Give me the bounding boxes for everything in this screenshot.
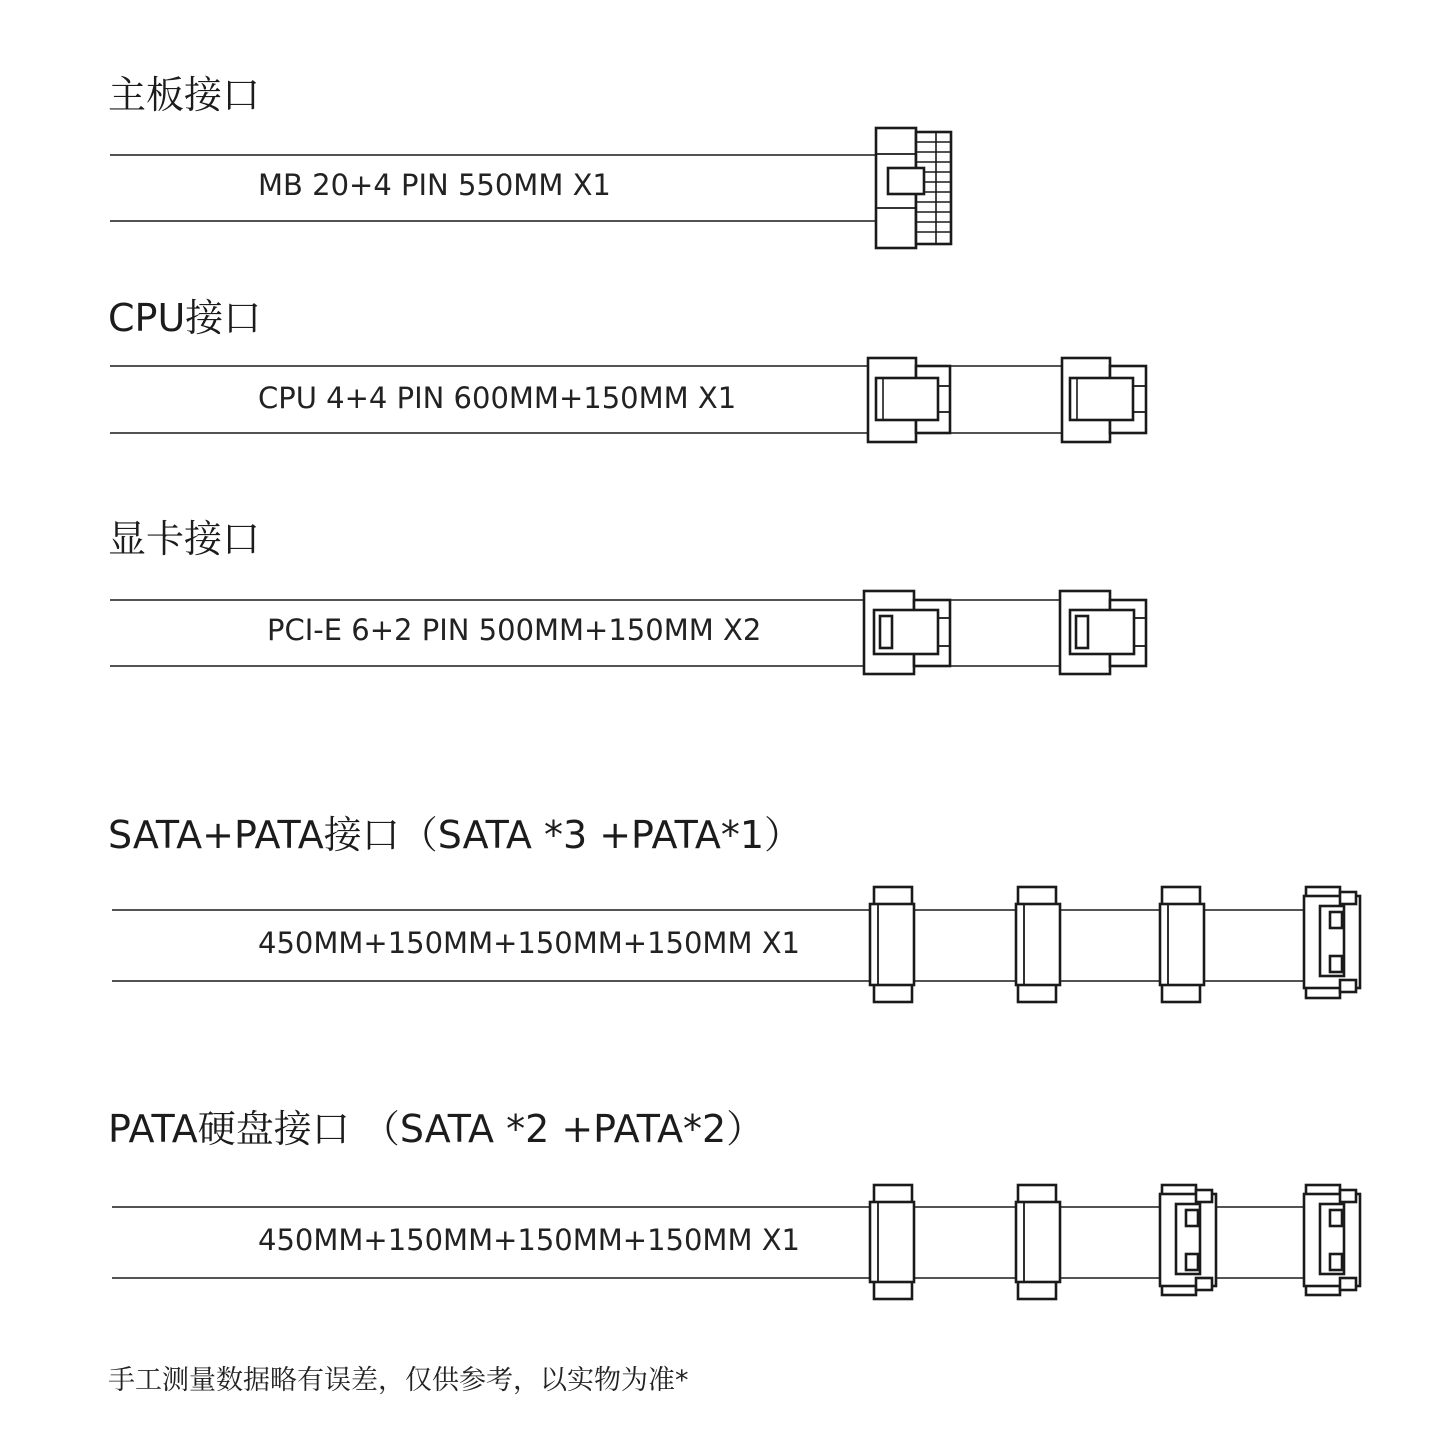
section-title-pata-hdd: PATA硬盘接口 （SATA *2 +PATA*2） — [108, 1107, 765, 1151]
cable-spec-pata-hdd: 450MM+150MM+150MM+150MM X1 — [258, 1223, 801, 1257]
molex-pata-connector-icon — [1160, 1185, 1216, 1295]
molex-pata-connector-icon — [1304, 887, 1360, 998]
sata-connector-icon — [1160, 887, 1204, 1002]
measurement-disclaimer: 手工测量数据略有误差，仅供参考，以实物为准* — [108, 1365, 689, 1396]
section-title-sata-pata: SATA+PATA接口（SATA *3 +PATA*1） — [108, 813, 803, 857]
cable-pata-hdd — [112, 1207, 1304, 1278]
sata-connector-icon — [1016, 887, 1060, 1002]
sata-connector-icon — [870, 887, 914, 1002]
section-title-gpu: 显卡接口 — [108, 517, 261, 561]
cpu-8pin-connector-icon — [868, 358, 950, 442]
cable-spec-motherboard: MB 20+4 PIN 550MM X1 — [258, 168, 611, 202]
cpu-8pin-connector-icon — [1062, 358, 1146, 442]
molex-pata-connector-icon — [1304, 1185, 1360, 1295]
cable-spec-sata-pata: 450MM+150MM+150MM+150MM X1 — [258, 926, 801, 960]
section-title-cpu: CPU接口 — [108, 296, 262, 340]
section-title-motherboard: 主板接口 — [108, 73, 261, 117]
cable-motherboard — [110, 155, 876, 221]
pcie-8pin-connector-icon — [864, 591, 950, 674]
pcie-8pin-connector-icon — [1060, 591, 1146, 674]
cable-sata-pata — [112, 910, 1304, 981]
cable-spec-cpu: CPU 4+4 PIN 600MM+150MM X1 — [258, 381, 737, 415]
sata-connector-icon — [1016, 1185, 1060, 1299]
sata-connector-icon — [870, 1185, 914, 1299]
cable-spec-gpu: PCI-E 6+2 PIN 500MM+150MM X2 — [267, 613, 762, 647]
atx-24pin-connector-icon — [876, 128, 951, 248]
